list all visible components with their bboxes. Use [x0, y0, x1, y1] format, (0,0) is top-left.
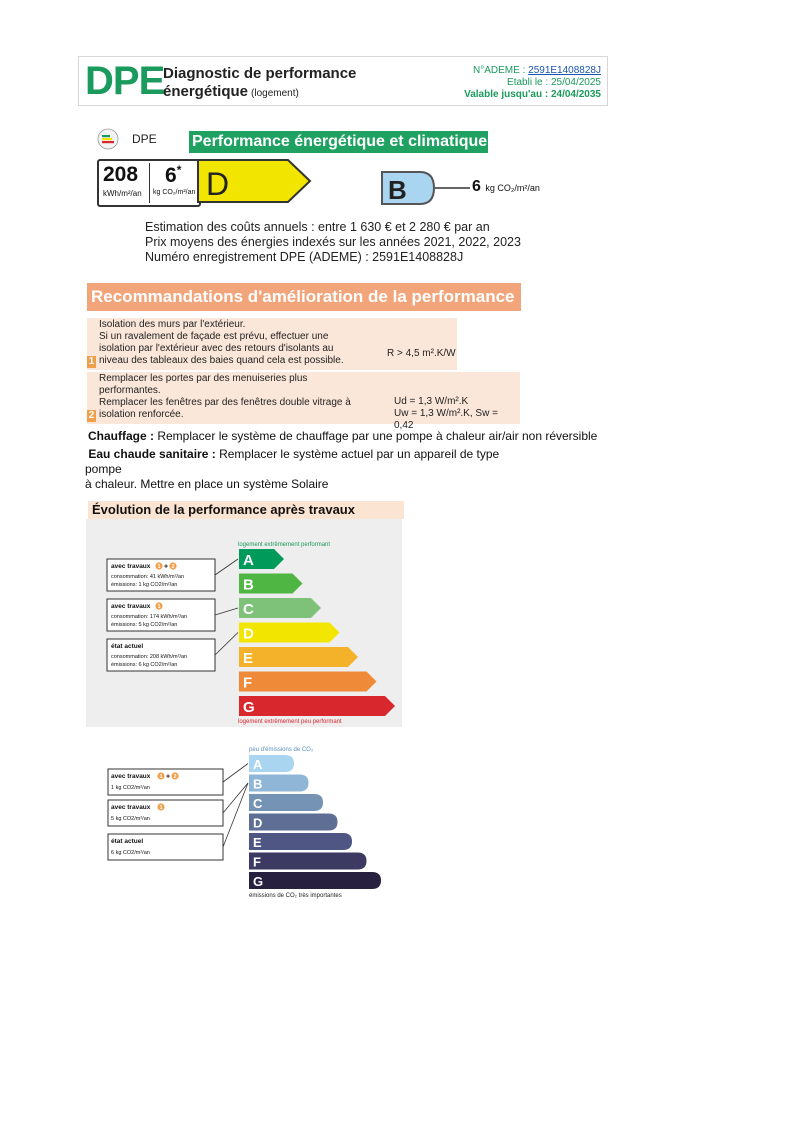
ges-bottom-label: émissions de CO₂ très importantes [249, 893, 342, 899]
costs-prices: Prix moyens des énergies indexés sur les années 2021, 2022, 2023 [145, 235, 521, 249]
energy-class-label-g: G [243, 699, 255, 716]
ges-class-letter: B [388, 175, 407, 205]
scenario-title: état actuel [111, 838, 144, 845]
document-title-line2 [163, 83, 299, 100]
ademe-label: N°ADEME : [473, 65, 526, 76]
energy-class-bar-d [239, 623, 340, 643]
scenario-badge-number: 2 [173, 774, 177, 781]
ges-class-label-b: B [253, 776, 263, 792]
scenario-badge-number: 2 [171, 564, 175, 571]
scenario-title: avec travaux [111, 603, 151, 610]
scenario-connector-line [223, 783, 248, 813]
scenario-connector-line [223, 764, 248, 783]
ges-class-arrow [380, 170, 470, 206]
eau-text2: à chaleur. Mettre en place un système Solaire [85, 477, 329, 491]
scenario-emissions: émissions: 6 kg CO2/m²/an [111, 662, 178, 668]
valid-until-date: Valable jusqu'au : 24/04/2035 [464, 89, 601, 100]
ges-top-label: peu d'émissions de CO₂ [249, 747, 314, 753]
evolution-title: Évolution de la performance après travaux [88, 501, 404, 519]
recommendation-performance [387, 348, 456, 360]
energy-class-label-f: F [243, 674, 253, 692]
ges-class-bar-f [249, 853, 367, 870]
ges-number: 6 [472, 178, 481, 195]
recommendation-number: 2 [88, 410, 95, 421]
dpe-house-icon [96, 128, 120, 150]
eau-label: Eau chaude sanitaire : [88, 447, 216, 461]
emission-number: 6 [165, 164, 177, 187]
energy-evolution-chart [86, 519, 404, 729]
scenario-title: avec travaux [111, 773, 151, 780]
eau-text1: Remplacer le système actuel par un appareil de type pompe [85, 447, 500, 476]
energy-top-label: logement extrêmement performant [238, 542, 331, 548]
ademe-info [464, 65, 601, 101]
reco-line: performantes. [99, 385, 161, 396]
ges-bars [249, 755, 381, 889]
energy-class-arrow [196, 158, 314, 204]
energy-class-label-b: B [243, 576, 254, 594]
scenario-title: avec travaux [111, 804, 151, 811]
box-divider [149, 163, 150, 203]
ges-class-label-a: A [253, 757, 263, 772]
energy-class-label-c: C [243, 601, 254, 618]
ges-unit: kg CO₂/m²/an [485, 183, 540, 193]
consumption-unit: kWh/m²/an [103, 189, 142, 198]
reco-line: Si un ravalement de façade est prévu, effectuer une [99, 331, 329, 342]
emission-value [165, 163, 181, 188]
scenario-connector-line [223, 783, 248, 847]
scenario-title: avec travaux [111, 563, 151, 570]
perf-line: Uw = 1,3 W/m².K, Sw = 0,42 [394, 408, 498, 431]
ges-class-bar-g [249, 872, 381, 889]
recommendations-title: Recommandations d'amélioration de la performance [87, 283, 521, 311]
scenario-consumption: consommation: 208 kWh/m²/an [111, 654, 188, 660]
energy-class-label-d: D [243, 625, 254, 643]
scenario-badge-number: 1 [157, 604, 161, 611]
eau-chaude-recommendation [85, 447, 515, 492]
established-date: Etabli le : 25/04/2025 [507, 77, 601, 88]
performance-section-title: Performance énergétique et climatique [189, 131, 488, 153]
scenario-emissions: 1 kg CO2/m²/an [111, 785, 150, 791]
perf-line: Ud = 1,3 W/m².K [394, 396, 469, 407]
emission-unit: kg CO₂/m²/an [153, 189, 196, 196]
energy-class-label-e: E [243, 650, 254, 667]
recommendation-2 [87, 372, 520, 431]
reco-line: Remplacer les portes par des menuiseries plus [99, 373, 308, 384]
scenario-badge-number: 1 [159, 774, 163, 781]
document-header [78, 56, 608, 106]
scenario-badge-number: 1 [157, 564, 161, 571]
consumption-emission-box [97, 159, 201, 207]
scenario-emissions: 5 kg CO2/m²/an [111, 816, 150, 822]
reco-line: isolation renforcée. [99, 409, 184, 420]
ademe-line [464, 65, 601, 77]
dpe-small-label: DPE [132, 132, 157, 146]
title-energetique: énergétique [163, 83, 249, 100]
reco-line: Isolation des murs par l'extérieur. [99, 319, 246, 330]
energy-class-bar-f [239, 672, 377, 692]
scenario-badge-number: 1 [159, 805, 163, 812]
annual-costs [145, 220, 521, 265]
scenario-title: état actuel [111, 643, 144, 650]
chauffage-text: Remplacer le système de chauffage par une pompe à chaleur air/air non réversible [154, 429, 598, 443]
ademe-number-link[interactable]: 2591E1408828J [528, 65, 601, 76]
scenario-consumption: consommation: 41 kWh/m²/an [111, 574, 185, 580]
ges-class-label-c: C [253, 796, 263, 811]
scenario-emissions: émissions: 1 kg CO2/m²/an [111, 582, 178, 588]
document-title-line1: Diagnostic de performance [163, 65, 357, 82]
ges-boxes [108, 764, 248, 861]
energy-class-bar-e [239, 647, 358, 667]
scenario-emissions: émissions: 5 kg CO2/m²/an [111, 622, 178, 628]
energy-class-label-a: A [243, 552, 254, 569]
costs-estimate: Estimation des coûts annuels : entre 1 630 € et 2 280 € par an [145, 220, 490, 234]
ges-class-label-d: D [253, 815, 263, 831]
title-suffix: (logement) [251, 88, 299, 99]
ges-value [472, 178, 540, 196]
ges-evolution-chart [86, 740, 386, 902]
eau-line1 [85, 447, 515, 477]
energy-class-letter: D [206, 166, 230, 202]
scenario-consumption: consommation: 174 kWh/m²/an [111, 614, 188, 620]
recommendation-text [99, 373, 369, 421]
ges-class-label-e: E [253, 835, 262, 850]
ges-class-label-f: F [253, 854, 261, 870]
dpe-registration-number: Numéro enregistrement DPE (ADEME) : 2591E1408828J [145, 250, 464, 264]
recommendation-text [99, 319, 369, 367]
recommendation-performance [394, 396, 520, 432]
perf-line: R > 4,5 m².K/W [387, 348, 456, 359]
consumption-value: 208 [103, 163, 139, 186]
energy-class-bar-g [239, 696, 395, 716]
reco-line: Remplacer les fenêtres par des fenêtres double vitrage à [99, 397, 351, 408]
scenario-emissions: 6 kg CO2/m²/an [111, 850, 150, 856]
chauffage-label: Chauffage : [88, 429, 154, 443]
reco-line: niveau des tableaux des baies quand cela est possible. [99, 355, 344, 366]
energy-bottom-label: logement extrêmement peu performant [238, 719, 342, 725]
chauffage-recommendation [88, 429, 597, 443]
dpe-logo: DPE [85, 59, 165, 103]
reco-line: isolation par l'extérieur avec des retours d'isolants au [99, 343, 334, 354]
ges-class-bar-e [249, 833, 352, 850]
emission-star: * [176, 163, 182, 177]
recommendation-1 [87, 318, 457, 370]
scenario-badge-plus: + [165, 773, 171, 781]
recommendation-number: 1 [88, 356, 95, 367]
scenario-badge-plus: + [163, 563, 169, 571]
ges-class-label-g: G [253, 874, 264, 889]
